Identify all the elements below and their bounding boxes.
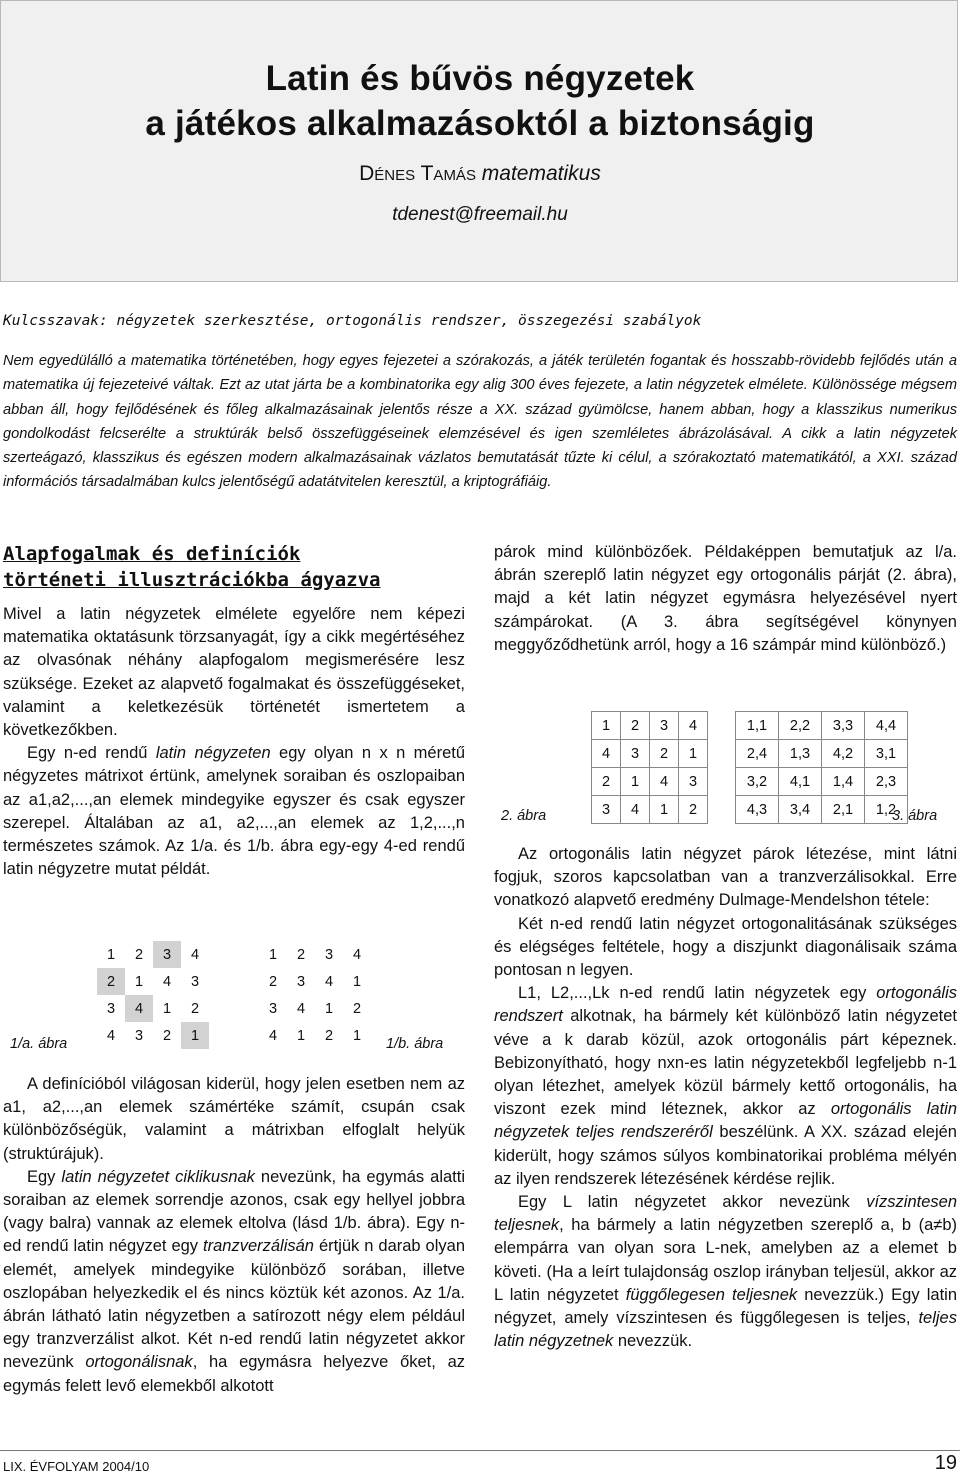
author-name: Dénes Tamás (359, 162, 476, 185)
grid-cell: 2 (679, 796, 708, 824)
right-column-bottom (494, 843, 957, 1353)
grid-cell: 1 (679, 740, 708, 768)
grid-cell: 2 (97, 968, 125, 995)
grid-row (97, 941, 209, 968)
right-column-top (494, 541, 957, 657)
grid-cell: 1 (621, 768, 650, 796)
fig1b-caption: 1/b. ábra (386, 1036, 444, 1052)
text-run: nevezünk, ha egymás alatti soraiban az elemek sorrendje azonos, csak egy hellyel jobbra (vagy balra) vannak az elemek eltolva (lásd 1/b. ábra). Egy n-ed rendű latin négyzet egy (3, 1167, 465, 1256)
grid-cell: 4 (650, 768, 679, 796)
left-paragraph-1: Mivel a latin négyzetek elmélete egyelőre nem képezi matematika oktatásunk törzsanyagát, így a cikk megértéséhez az olvasónak néhány alapfogalom megismerésére lesz szüksége. Ezeket az alapvető fogalmakat és összefüggéseket, valamint a keletkezésük történetét ismertetem a következőkben. (3, 605, 465, 740)
author-line (0, 162, 960, 186)
grid-row (259, 941, 371, 968)
grid-cell: 1 (352, 1027, 362, 1044)
abstract-text: Nem egyedülálló a matematika történetében, hogy egyes fejezetei a szórakozás, a játék területén fogantak és hosszabb-rövidebb fejlődés után a matematika új fejezeteivé váltak. Ezt az utat járta be a kombinatorika egy alig 300 éves fejezete, a latin négyzetek elmélete. Különössége mégsem abban áll, hogy fejlődésének és főleg alkalmazásainak jelentős része a XX. század gyümölcse, hanem abban, hogy a klasszikus numerikus gondolkodást felcserélte a struktúrák belső összefüggéseinek elemzésével és igen szemléletes ábrázolásával. A cikk a latin négyzetek szerteágazó, klasszikus és egészen modern alkalmazásainak vázlatos bemutatását tűzte ki célul, a szórakoztató matematikától, a XXI. század információs társadalmában kulcs jelentőségű adatátvitelen keresztül, a kriptográfiáig. (3, 353, 957, 491)
term-horizontally-complete: vízszintesen teljesnek (494, 1193, 957, 1235)
grid-cell: 1 (296, 1027, 306, 1044)
grid-cell: 2 (190, 1000, 200, 1017)
text-run: Egy L latin négyzetet akkor nevezünk (518, 1193, 867, 1212)
grid-cell: 3,4 (779, 796, 822, 824)
grid-cell: 1,3 (779, 740, 822, 768)
grid-cell: 2 (592, 768, 621, 796)
right-paragraph-1: párok mind különbözőek. Példaképpen bemutatjuk az l/a. ábrán szereplő latin négyzet egy ortogonális párját (2. ábra), majd a két latin négyzet egymásra helyezésével nyert számpárokat. (A 3. ábra segítségével könynyen meggyőződhetünk arról, hogy a 16 számpár mind különböző.) (494, 543, 957, 654)
grid-cell: 1 (134, 973, 144, 990)
term-transversal: tranzverzálisán (203, 1237, 314, 1256)
author-role: matematikus (481, 162, 601, 185)
grid-cell: 1 (268, 946, 278, 963)
term-complete-latin-square: teljes latin négyzetnek (494, 1309, 957, 1351)
title-line-2: a játékos alkalmazásoktól a biztonságig (145, 104, 815, 143)
text-run: beszélünk. A XX. század elején kiderült, hogy számos súlyos kombinatorikai probléma mélyén az ilyen rendszerek létezésének kérdése rejlik. (494, 1123, 957, 1188)
grid-cell: 2 (134, 946, 144, 963)
grid-cell: 2 (296, 946, 306, 963)
grid-cell: 4 (352, 946, 362, 963)
grid-row (97, 968, 209, 995)
grid-cell: 3 (324, 946, 334, 963)
grid-cell: 4 (268, 1027, 278, 1044)
term-cyclic: latin négyzetet ciklikusnak (61, 1167, 255, 1186)
fig2-caption: 2. ábra (501, 808, 547, 824)
grid-cell: 3 (621, 740, 650, 768)
left-column-top (3, 603, 465, 881)
abstract (3, 349, 957, 495)
term-latin-square: latin négyzeten (155, 744, 271, 763)
grid-cell: 4,4 (865, 712, 908, 740)
grid-row (736, 712, 908, 740)
term-vertically-complete: függőlegesen teljesnek (625, 1285, 798, 1304)
grid-cell: 2 (621, 712, 650, 740)
grid-row (592, 740, 708, 768)
grid-cell: 2 (650, 740, 679, 768)
grid-row (592, 796, 708, 824)
grid-cell: 3 (190, 973, 200, 990)
grid-row (97, 995, 209, 1022)
grid-cell: 4 (296, 1000, 306, 1017)
right-paragraph-2: Az ortogonális latin négyzet párok létezése, mint látni fogjuk, szoros kapcsolatban van a tranzverzálisokkal. Erre vonatkozó alapvető eredmény Dulmage-Mendelshon tétele: (494, 845, 957, 910)
term-orthogonal-system: ortogonális rendszert (494, 984, 957, 1026)
grid-cell: 2,4 (736, 740, 779, 768)
left-paragraph-4 (3, 1166, 465, 1398)
figure-1a-latin-square (97, 941, 209, 1049)
text-run: , ha egymásra helyezve őket, az egymás felett levő elemekből alkotott (3, 1353, 466, 1395)
left-paragraph-3: A definícióból világosan kiderül, hogy jelen esetben nem az a1, a2,...,an elemek számértéke számít, csupán csak különbözőségük, valamint a mátrixban elfoglalt helyük (struktúrájuk). (3, 1075, 465, 1163)
section-title (3, 541, 473, 593)
grid-row (592, 712, 708, 740)
grid-row (736, 796, 908, 824)
fig1a-caption: 1/a. ábra (10, 1036, 68, 1052)
title-line-1: Latin és bűvös négyzetek (265, 59, 695, 98)
text-run: egy olyan n x n méretű négyzetes mátrixot értünk, amelynek soraiban és oszlopaiban az a1,a2,...,an elemek mindegyike egyszer és csak egyszer szerepel. Általában az a1, a2,...,an elemek az 1,2,...,n természetes számok. Az 1/a. és 1/b. ábra egy-egy 4-ed rendű latin négyzetre mutat példát. (3, 744, 466, 879)
grid-cell: 4 (106, 1027, 116, 1044)
text-run: nevezzük.) Egy latin négyzet, amely vízszintesen és függőlegesen is teljes, (494, 1285, 957, 1328)
grid-cell: 3 (106, 1000, 116, 1017)
grid-row (736, 740, 908, 768)
right-paragraph-5 (494, 1191, 957, 1353)
footer-rule (0, 1450, 960, 1451)
grid-cell: 1,1 (736, 712, 779, 740)
page-number: 19 (934, 1452, 957, 1474)
grid-cell: 1 (106, 946, 116, 963)
text-run: L1, L2,...,Lk n-ed rendű latin négyzetek egy (518, 984, 877, 1003)
grid-row (97, 1022, 209, 1049)
theorem-statement: Két n-ed rendű latin négyzet ortogonalitásának szükséges és elégséges feltétele, hogy a diszjunkt diagonálisaik száma pontosan n legyen. (494, 914, 957, 980)
section-title-line-2: történeti illusztrációkba ágyazva (3, 569, 381, 591)
term-complete-system: ortogonális latin négyzetek teljes rendszeréről (494, 1100, 957, 1142)
grid-cell: 1,2 (865, 796, 908, 824)
text-run: alkotnak, ha bármely két különböző latin négyzetet véve a k darab közül, azok ortogonális párt képeznek. Bebizonyítható, hogy nxn-es latin négyzetekből legfeljebb n-1 olyan létezhet, amelyek közül bármely kettő ortogonális, ha viszont ezek mind léteznek, akkor az (494, 1007, 957, 1119)
page-title (0, 56, 960, 146)
grid-cell: 2,3 (865, 768, 908, 796)
grid-cell: 2 (324, 1027, 334, 1044)
grid-cell: 3,3 (822, 712, 865, 740)
text-run: Egy (27, 1167, 62, 1186)
left-column-bottom (3, 1073, 465, 1398)
grid-cell: 2,2 (779, 712, 822, 740)
grid-cell: 4 (190, 946, 200, 963)
figure-3-number-pairs (735, 711, 908, 824)
grid-cell: 2 (352, 1000, 362, 1017)
grid-cell: 3 (153, 941, 181, 968)
grid-cell: 3,2 (736, 768, 779, 796)
grid-row (592, 768, 708, 796)
grid-cell: 2,1 (822, 796, 865, 824)
grid-row (259, 995, 371, 1022)
grid-row (259, 1022, 371, 1049)
grid-cell: 1 (162, 1000, 172, 1017)
section-title-line-1: Alapfogalmak és definíciók (3, 543, 301, 565)
right-paragraph-4 (494, 982, 957, 1191)
grid-cell: 4,2 (822, 740, 865, 768)
grid-cell: 1 (324, 1000, 334, 1017)
author-email: tdenest@freemail.hu (392, 204, 568, 225)
grid-cell: 3 (650, 712, 679, 740)
figure-1b-latin-square (259, 941, 371, 1049)
grid-cell: 4 (592, 740, 621, 768)
grid-cell: 1 (181, 1022, 209, 1049)
grid-cell: 3,1 (865, 740, 908, 768)
grid-cell: 4,1 (779, 768, 822, 796)
grid-cell: 3 (134, 1027, 144, 1044)
grid-cell: 1,4 (822, 768, 865, 796)
grid-cell: 1 (592, 712, 621, 740)
text-run: Egy n-ed rendű (27, 744, 156, 763)
grid-cell: 1 (650, 796, 679, 824)
grid-cell: 3 (268, 1000, 278, 1017)
text-run: nevezzük. (613, 1332, 693, 1351)
grid-cell: 1 (352, 973, 362, 990)
grid-row (736, 768, 908, 796)
grid-cell: 2 (268, 973, 278, 990)
left-paragraph-2 (3, 742, 465, 881)
keywords: Kulcsszavak: négyzetek szerkesztése, ortogonális rendszer, összegezési szabályok (3, 313, 702, 329)
footer-volume: LIX. ÉVFOLYAM 2004/10 (3, 1459, 150, 1474)
grid-cell: 3 (679, 768, 708, 796)
grid-cell: 4 (162, 973, 172, 990)
grid-cell: 4 (679, 712, 708, 740)
grid-row (259, 968, 371, 995)
fig3-caption: 3. ábra (892, 808, 938, 824)
grid-cell: 4 (621, 796, 650, 824)
term-orthogonal: ortogonálisnak (85, 1353, 193, 1372)
grid-cell: 4 (125, 995, 153, 1022)
grid-cell: 4,3 (736, 796, 779, 824)
text-run: , ha bármely a latin négyzetben szereplő a, b (a≠b) elempárra van olyan sora L-nek, amelyben az a elemet b követi. (Ha a leírt tulajdonság oszlop irányban teljesül, akkor az L latin négyzetet (494, 1216, 957, 1304)
grid-cell: 4 (324, 973, 334, 990)
grid-cell: 3 (592, 796, 621, 824)
grid-cell: 3 (296, 973, 306, 990)
grid-cell: 2 (162, 1027, 172, 1044)
figure-2-latin-square (591, 711, 708, 824)
text-run: értjük n darab olyan elemét, amelyek mindegyike különböző sorában, illetve oszlopában helyezkedik el és nincs köztük két azonos. Az 1/a. ábrán látható latin négyzetben a satírozott négy elem például egy tranzverzálist alkot. Két n-ed rendű latin négyzetet akkor nevezünk (3, 1237, 465, 1372)
